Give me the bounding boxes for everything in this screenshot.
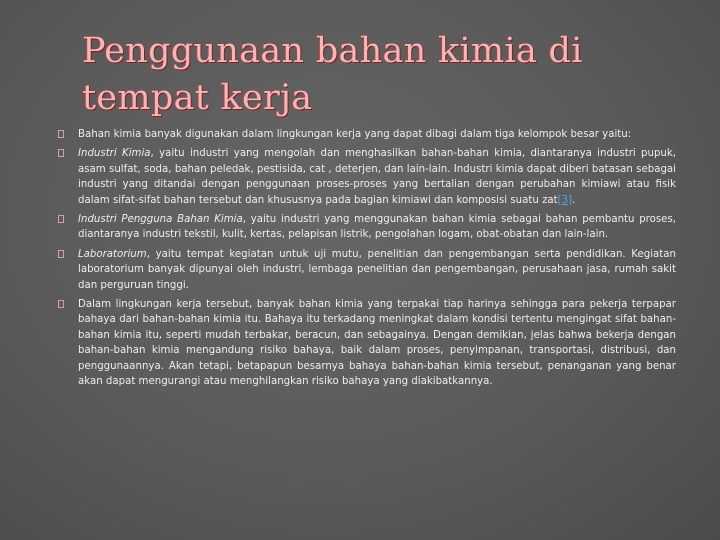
list-item (58, 212, 676, 243)
bullet-icon (58, 149, 64, 157)
list-item (58, 127, 676, 142)
bullet-icon (58, 130, 64, 138)
list-item (58, 247, 676, 293)
item-lead: Industri Pengguna Bahan Kimia (78, 214, 243, 226)
list-item (58, 146, 676, 208)
slide-title: Penggunaan bahan kimia di tempat kerja (82, 31, 583, 118)
bullet-icon (58, 300, 64, 308)
item-lead: Industri Kimia (78, 148, 151, 160)
reference-link[interactable]: [3] (557, 194, 573, 206)
list-item (58, 297, 676, 389)
item-tail: . (572, 194, 576, 206)
bullet-icon (58, 215, 64, 223)
item-text: , yaitu tempat kegiatan untuk uji mutu, penelitian dan pengembangan serta pendidikan. Kegiatan laboratorium banyak dipunyai oleh industri, lembaga penelitian dan pengembangan, perusahaan jasa, rumah sakit dan perguruan tinggi. (78, 248, 676, 291)
bullet-icon (58, 250, 64, 258)
item-text: , yaitu industri yang mengolah dan menghasilkan bahan-bahan kimia, diantaranya industri pupuk, asam sulfat, soda, bahan peledak, pestisida, cat , deterjen, dan lain-lain. Industri kimia dapat diberi batasan sebagai industri yang ditandai dengan penggunaan proses-proses yang bertalian dengan perubahan kimiawi atau fisik dalam sifat-sifat bahan tersebut dan khususnya pada bagian kimiawi dan komposisi suatu zat (78, 148, 677, 206)
bullet-list (58, 127, 676, 394)
item-text: Bahan kimia banyak digunakan dalam lingkungan kerja yang dapat dibagi dalam tiga kelompok besar yaitu: (78, 129, 632, 140)
item-text: Dalam lingkungan kerja tersebut, banyak bahan kimia yang terpakai tiap harinya sehingga para pekerja terpapar bahaya dari bahan-bahan kimia itu. Bahaya itu terkadang meningkat dalam kondisi tertentu mengingat sifat bahan-bahan kimia itu, seperti mudah terbakar, beracun, dan sebagainya. Dengan demikian, jelas bahwa bekerja dengan bahan-bahan kimia mengandung risiko bahaya, baik dalam proses, penyimpanan, transportasi, distribusi, dan penggunaannya. Akan tetapi, betapapun besarnya bahaya bahan-bahan kimia tersebut, penanganan yang benar akan dapat mengurangi atau menghilangkan risiko bahaya yang diakibatkannya. (78, 299, 676, 388)
item-lead: Laboratorium (78, 248, 147, 260)
item-text: , yaitu industri yang menggunakan bahan kimia sebagai bahan pembantu proses, diantaranya industri tekstil, kulit, kertas, pelapisan listrik, pengolahan logam, obat-obatan dan lain-lain. (78, 214, 676, 241)
